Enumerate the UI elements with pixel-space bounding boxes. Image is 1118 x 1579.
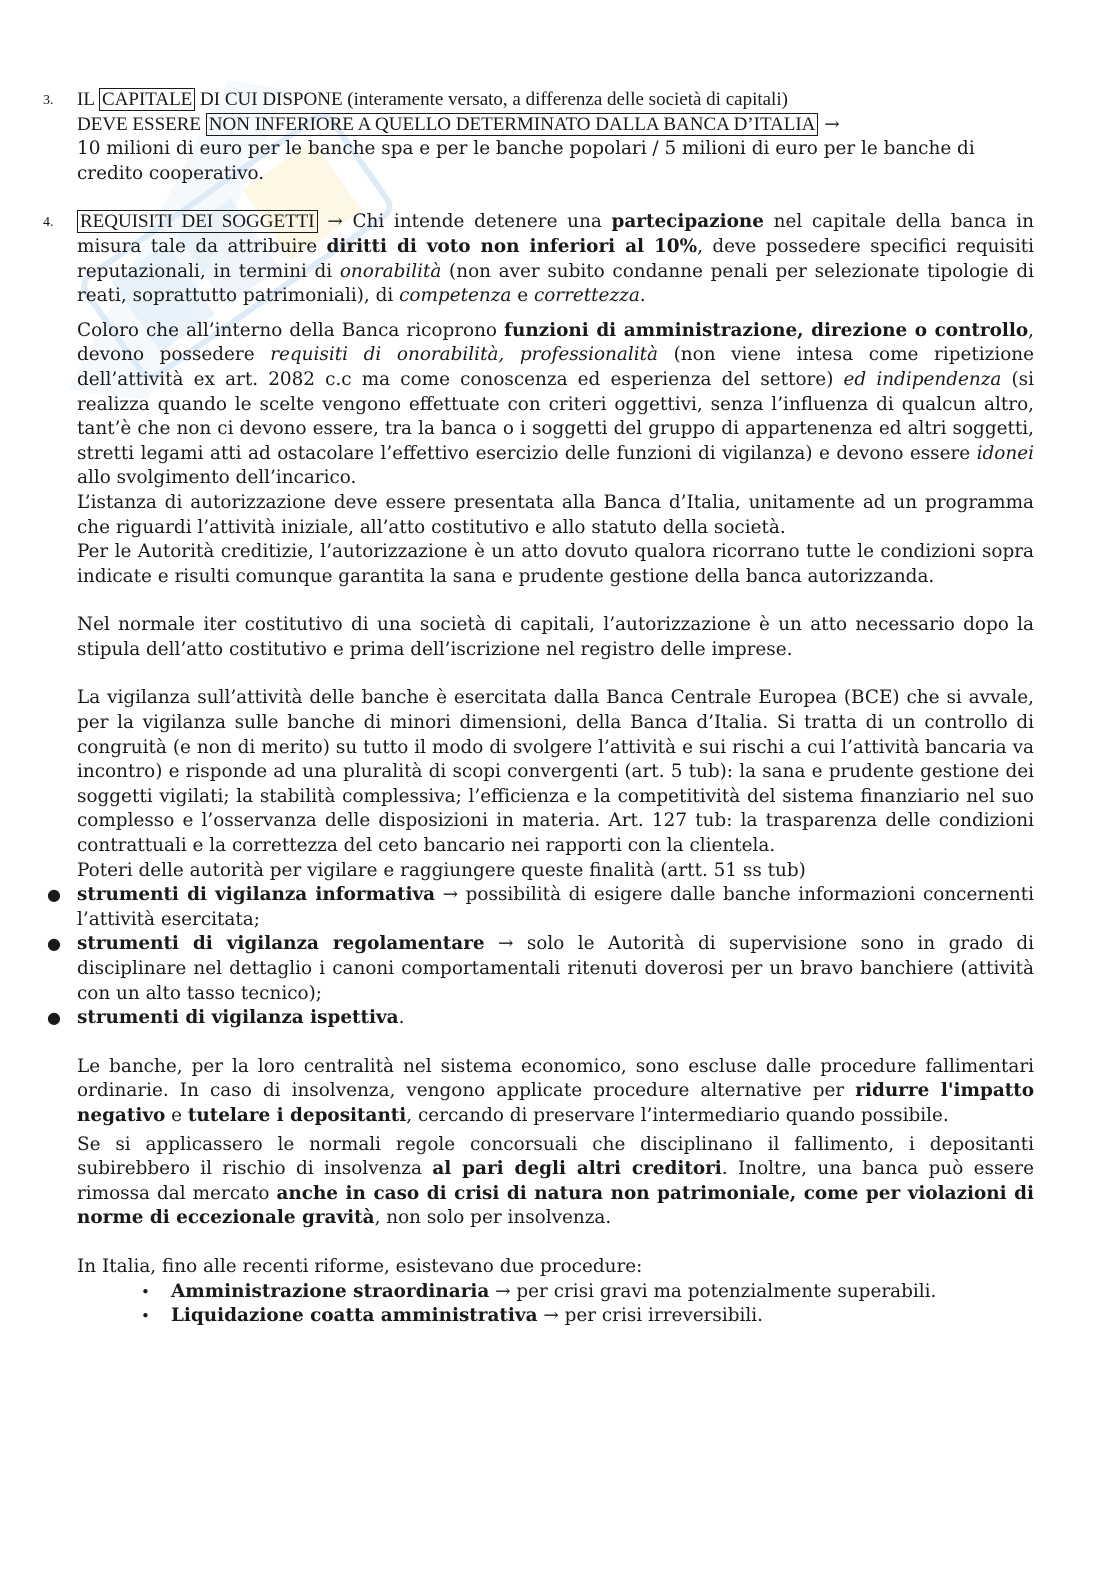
bullet-icon: ● xyxy=(47,885,61,905)
list-item: • Amministrazione straordinaria → per crisi gravi ma potenzialmente superabili. xyxy=(171,1280,1034,1305)
paragraph-iter: Nel normale iter costitutivo di una società di capitali, l’autorizzazione è un atto necessario dopo la stipula dell’atto costitutivo e prima dell’iscrizione nel registro delle imprese. xyxy=(77,614,1034,660)
non-inferiore-box: NON INFERIORE A QUELLO DETERMINATO DALLA BANCA D’ITALIA xyxy=(206,113,819,136)
list-item: • Liquidazione coatta amministrativa → per crisi irreversibili. xyxy=(171,1304,1034,1329)
paragraph-banche: Le banche, per la loro centralità nel sistema economico, sono escluse dalle procedure fallimentari ordinarie. In caso di insolvenza, vengono applicate procedure alternative per ridurre l'impatto negativo e tutelare i depositanti, cercando di preservare l’intermediario quando possibile. xyxy=(77,1055,1034,1126)
paragraph-regole: Se si applicassero le normali regole concorsuali che disciplinano il fallimento, i depositanti subirebbero il rischio di insolvenza al pari degli altri creditori. Inoltre, una banca può essere rimossa dal mercato anche in caso di crisi di natura non patrimoniale, come per violazioni di norme di eccezionale gravità, non solo per insolvenza. xyxy=(77,1133,1034,1229)
bullet-icon: ● xyxy=(47,1008,61,1028)
bullet-icon: ● xyxy=(47,934,61,954)
item-3-text: IL CAPITALE DI CUI DISPONE (interamente versato, a differenza delle società di capitali) DEVE ESSERE NON INFERIORE A QUELLO DETERMINATO DALLA BANCA D’ITALIA → 10 milioni di euro per le banche spa e per le banche popolari / 5 milioni di euro per le banche di credito cooperativo. xyxy=(77,89,975,184)
item-number: 3. xyxy=(43,93,54,108)
item-number: 4. xyxy=(43,215,54,231)
item-4-text: REQUISITI DEI SOGGETTI → Chi intende detenere una partecipazione nel capitale della banca in misura tale da attribuire diritti di voto non inferiori al 10%, deve possedere specifici requisiti reputazionali, in termini di onorabilità (non aver subito condanne penali per selezionate tipologie di reati, soprattutto patrimoniali), di competenza e correttezza. xyxy=(77,211,1034,307)
bullet-icon: • xyxy=(141,1282,150,1301)
paragraph-coloro: Coloro che all’interno della Banca ricoprono funzioni di amministrazione, direzione o controllo, devono possedere requisiti di onorabilità, professionalità (non viene intesa come ripetizione dell’attività ex art. 2082 c.c ma come conoscenza ed esperienza del settore) ed indipendenza (si realizza quando le scelte vengono effettuate con criteri oggettivi, senza l’influenza di qualcun altro, tant’è che non ci devono essere, tra la banca o i soggetti del gruppo di appartenenza ed altri soggetti, stretti legami atti ad ostacolare l’effettivo esercizio delle funzioni di vigilanza) e devono essere idonei allo svolgimento dell’incarico. xyxy=(77,319,1034,489)
paragraph-vigilanza: La vigilanza sull’attività delle banche è esercitata dalla Banca Centrale Europea (BCE) che si avvale, per la vigilanza sulle banche di minori dimensioni, della Banca d’Italia. Si tratta di un controllo di congruità (e non di merito) su tutto il modo di svolgere l’attività e sui rischi a cui l’attività bancaria va incontro) e risponde ad una pluralità di scopi convergenti (art. 5 tub): la sana e prudente gestione dei soggetti vigilati; la stabilità complessiva; l’efficienza e la competitività del sistema finanziario nel suo complesso e l’osservanza delle disposizioni in materia. Art. 127 tub: la trasparenza delle condizioni contrattuali e la correttezza del ceto bancario nei rapporti con la clientela. xyxy=(77,687,1034,857)
paragraph-poteri: Poteri delle autorità per vigilare e raggiungere queste finalità (artt. 51 ss tub) xyxy=(77,859,806,881)
paragraph-autorita: Per le Autorità creditizie, l’autorizzazione è un atto dovuto qualora ricorrano tutte le condizioni sopra indicate e risulti comunque garantita la sana e prudente gestione della banca autorizzanda. xyxy=(77,541,1034,587)
list-item-4 xyxy=(43,210,1034,308)
list-item: ● strumenti di vigilanza informativa → possibilità di esigere dalle banche informazioni concernenti l’attività esercitata; xyxy=(47,884,1034,930)
bullet-list-strumenti xyxy=(47,883,1035,1031)
paragraph-istanza: L’istanza di autorizzazione deve essere presentata alla Banca d’Italia, unitamente ad un programma che riguardi l’attività iniziale, all’atto costitutivo e allo statuto della società. xyxy=(77,491,1034,538)
bullet-icon: • xyxy=(141,1307,150,1326)
list-item-3 xyxy=(43,88,1034,186)
capitale-box: CAPITALE xyxy=(99,88,195,111)
requisiti-box: REQUISITI DEI SOGGETTI xyxy=(77,210,318,233)
bullet-list-procedure xyxy=(77,1280,1034,1329)
list-item: ● strumenti di vigilanza ispettiva. xyxy=(77,1006,1034,1031)
paragraph-italia: In Italia, fino alle recenti riforme, esistevano due procedure: xyxy=(77,1255,643,1277)
list-item: ● strumenti di vigilanza regolamentare → solo le Autorità di supervisione sono in grado di disciplinare nel dettaglio i canoni comportamentali ritenuti doverosi per un bravo banchiere (attività con un alto tasso tecnico); xyxy=(47,933,1035,1004)
document-page xyxy=(43,88,1035,1329)
